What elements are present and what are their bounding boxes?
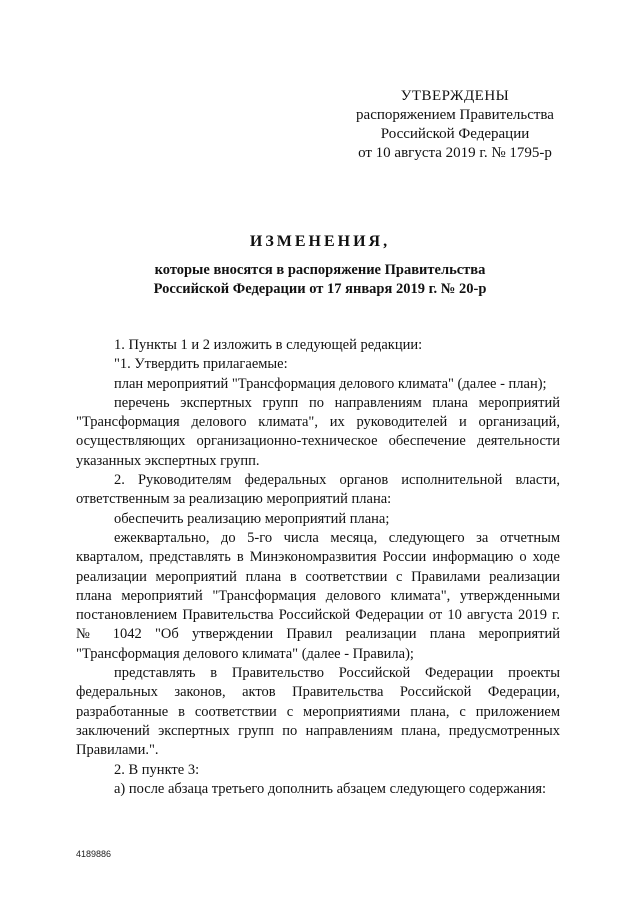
subtitle-line: которые вносятся в распоряжение Правительства [154, 262, 486, 278]
paragraph: представлять в Правительство Российской Федерации проекты федеральных законов, актов Правительства Российской Федерации, разработанные в соответствии с мероприятиями плана, с приложением заключений экспертных групп по направлениям плана, предусмотренных Правилами.". [76, 665, 560, 759]
paragraph: 2. Руководителям федеральных органов исполнительной власти, ответственным за реализацию мероприятий плана: [76, 472, 560, 508]
document-subtitle [0, 261, 640, 299]
approval-stamp [330, 87, 580, 163]
paragraph: перечень экспертных групп по направлениям плана мероприятий "Трансформация делового климата", их руководителей и организаций, осуществляющих организационно-техническое обеспечение деятельности указанных экспертных групп. [76, 394, 560, 469]
paragraph: план мероприятий "Трансформация делового климата" (далее - план); [114, 375, 547, 392]
approval-line: Российской Федерации [380, 126, 530, 142]
approval-title: УТВЕРЖДЕНЫ [400, 88, 510, 104]
document-body [76, 336, 560, 799]
paragraph: ежеквартально, до 5-го числа месяца, следующего за отчетным кварталом, представлять в Минэкономразвития России информацию о ходе реализации мероприятий плана в соответствии с Правилами реализации плана мероприятий "Трансформация делового климата", утвержденными постановлением Правительства Российской Федерации от 10 августа 2019 г. № 1042 "Об утверждении Правил реализации плана мероприятий "Трансформация делового климата" (далее - Правила); [76, 529, 560, 662]
paragraph: 2. В пункте 3: [114, 761, 200, 778]
paragraph: "1. Утвердить прилагаемые: [114, 356, 288, 373]
paragraph: обеспечить реализацию мероприятий плана; [114, 510, 390, 527]
document-title: ИЗМЕНЕНИЯ, [249, 233, 391, 250]
approval-line: от 10 августа 2019 г. № 1795-р [358, 145, 552, 161]
approval-line: распоряжением Правительства [356, 107, 554, 123]
paragraph: 1. Пункты 1 и 2 изложить в следующей редакции: [114, 337, 423, 353]
subtitle-line: Российской Федерации от 17 января 2019 г. № 20-р [153, 281, 487, 297]
paragraph: а) после абзаца третьего дополнить абзацем следующего содержания: [114, 780, 547, 797]
document-code: 4189886 [76, 849, 112, 859]
